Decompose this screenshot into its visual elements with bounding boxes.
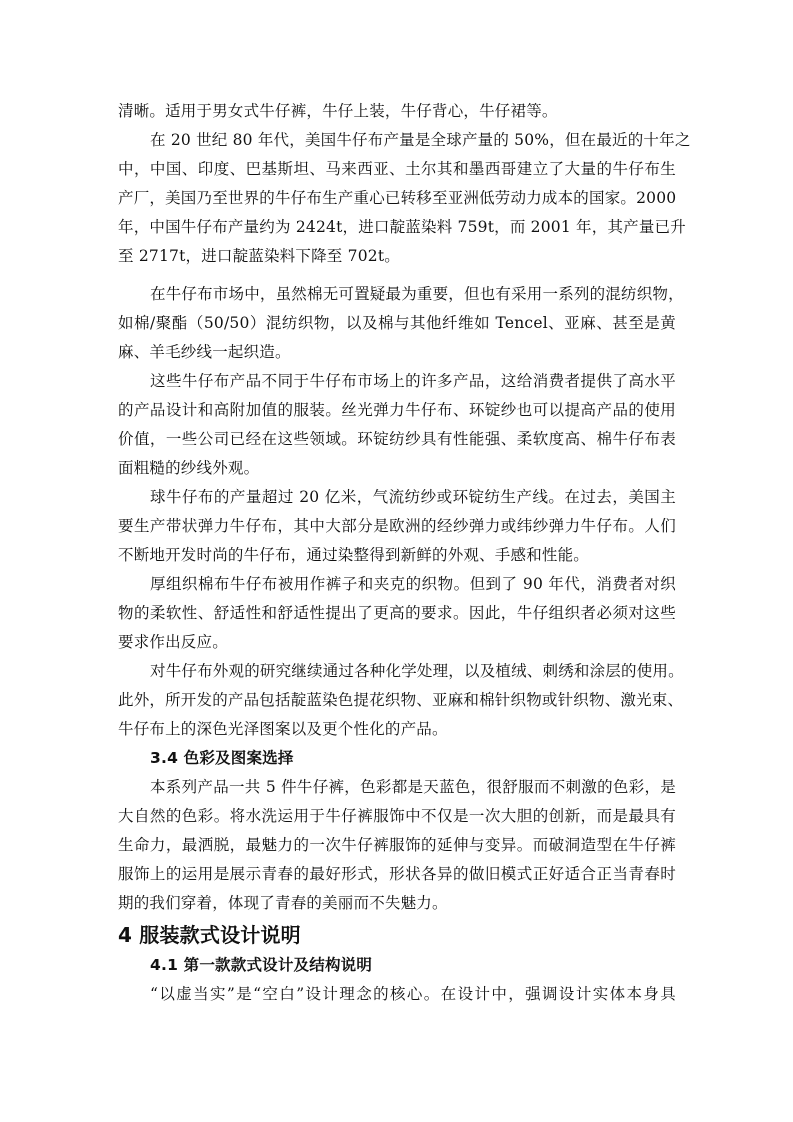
body-text-line: 清晰。适用于男女式牛仔裤，牛仔上装，牛仔背心，牛仔裙等。 (118, 102, 558, 120)
body-text-line: 不断地开发时尚的牛仔布，通过染整得到新鲜的外观、手感和性能。 (118, 546, 590, 564)
body-text-line: 此外，所开发的产品包括靛蓝染色提花织物、亚麻和棉针织物或针织物、激光束、 (118, 691, 684, 709)
body-text-line: 这些牛仔布产品不同于牛仔布市场上的许多产品，这给消费者提供了高水平 (150, 372, 676, 390)
body-text-line: 大自然的色彩。将水洗运用于牛仔裤服饰中不仅是一次大胆的创新，而是最具有 (118, 807, 676, 825)
body-text-line: 物的柔软性、舒适性和舒适性提出了更高的要求。因此，牛仔组织者必须对这些 (118, 604, 676, 622)
body-text-line: 球牛仔布的产量超过 20 亿米，气流纺纱或环锭纺生产线。在过去，美国主 (150, 488, 676, 506)
body-text-line: 厚组织棉布牛仔布被用作裤子和夹克的织物。但到了 90 年代，消费者对织 (150, 575, 676, 593)
body-text-line: 的产品设计和高附加值的服装。丝光弹力牛仔布、环锭纱也可以提高产品的使用 (118, 401, 676, 419)
section-heading-3-4: 3.4 色彩及图案选择 (150, 749, 294, 767)
section-heading-4-1: 4.1 第一款款式设计及结构说明 (150, 956, 373, 974)
body-text-line: 要求作出反应。 (118, 633, 228, 651)
body-text-line: 中，中国、印度、巴基斯坦、马来西亚、土尔其和墨西哥建立了大量的牛仔布生 (118, 160, 676, 178)
body-text-line: 在牛仔布市场中，虽然棉无可置疑最为重要，但也有采用一系列的混纺织物， (150, 285, 684, 303)
body-text-line: 生命力，最洒脱，最魅力的一次牛仔裤服饰的延伸与变异。而破洞造型在牛仔裤 (118, 836, 676, 854)
body-text-line: 面粗糙的纱线外观。 (118, 459, 260, 477)
body-text-line: 本系列产品一共 5 件牛仔裤，色彩都是天蓝色，很舒服而不刺激的色彩，是 (150, 778, 676, 796)
body-text-line: 在 20 世纪 80 年代，美国牛仔布产量是全球产量的 50%，但在最近的十年之 (150, 131, 691, 149)
body-text-line: 服饰上的运用是展示青春的最好形式，形状各异的做旧模式正好适合正当青春时 (118, 865, 676, 883)
section-heading-4: 4 服装款式设计说明 (118, 923, 301, 947)
body-text-line: 价值，一些公司已经在这些领域。环锭纺纱具有性能强、柔软度高、棉牛仔布表 (118, 430, 676, 448)
body-text-line: 对牛仔布外观的研究继续通过各种化学处理，以及植绒、刺绣和涂层的使用。 (150, 662, 684, 680)
body-text-line: 至 2717t，进口靛蓝染料下降至 702t。 (118, 247, 400, 265)
body-text-line: 期的我们穿着，体现了青春的美丽而不失魅力。 (118, 894, 448, 912)
body-text-line: 产厂，美国乃至世界的牛仔布生产重心已转移至亚洲低劳动力成本的国家。2000 (118, 189, 677, 207)
body-text-line: 如棉/聚酯（50/50）混纺织物，以及棉与其他纤维如 Tencel、亚麻、甚至是黄 (118, 314, 676, 332)
body-text-line: 牛仔布上的深色光泽图案以及更个性化的产品。 (118, 720, 448, 738)
body-text-line: 麻、羊毛纱线一起织造。 (118, 343, 291, 361)
body-text-line: “以虚当实”是“空白”设计理念的核心。在设计中，强调设计实体本身具 (150, 985, 676, 1003)
body-text-line: 要生产带状弹力牛仔布，其中大部分是欧洲的经纱弹力或纬纱弹力牛仔布。人们 (118, 517, 676, 535)
body-text-line: 年，中国牛仔布产量约为 2424t，进口靛蓝染料 759t，而 2001 年，其产量已升 (118, 218, 686, 236)
